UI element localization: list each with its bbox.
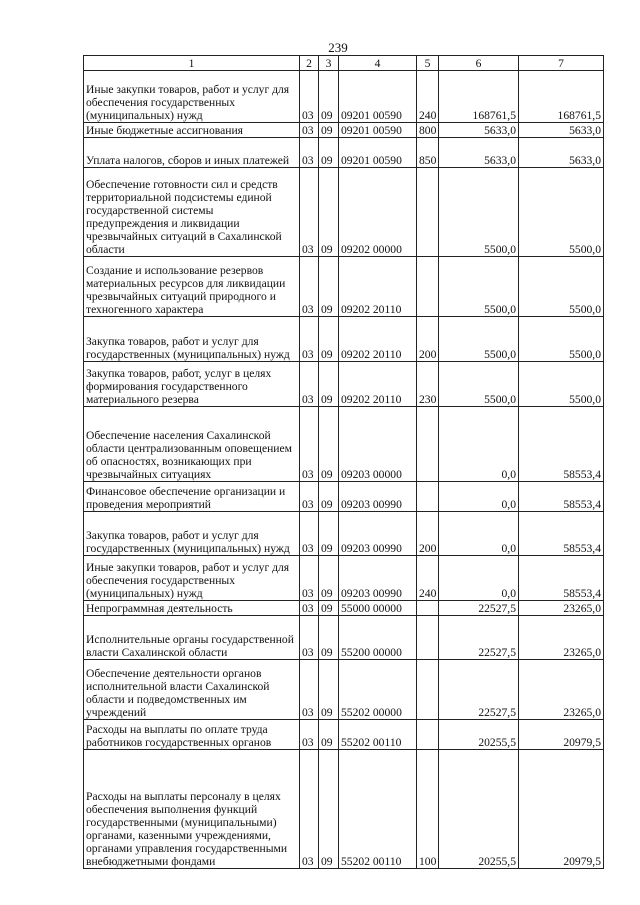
row-name: Финансовое обеспечение организации и проведения мероприятий (84, 482, 300, 512)
expense-type-code (417, 616, 439, 660)
table-row (84, 71, 604, 123)
expense-type-code (417, 720, 439, 750)
column-header: 1 (84, 56, 300, 71)
row-name: Создание и использование резервов материальных ресурсов для ликвидации чрезвычайных ситуаций природного и техногенного характера (84, 257, 300, 317)
budget-table (83, 55, 604, 869)
target-article-code: 09203 00990 (339, 512, 417, 556)
amount-col6: 22527,5 (439, 616, 519, 660)
amount-col6: 5500,0 (439, 168, 519, 257)
section-code: 03 (300, 482, 319, 512)
expense-type-code: 800 (417, 123, 439, 138)
amount-col7: 5633,0 (519, 138, 604, 168)
amount-col6: 0,0 (439, 512, 519, 556)
table-row (84, 168, 604, 257)
amount-col7: 5500,0 (519, 362, 604, 407)
amount-col6: 5500,0 (439, 362, 519, 407)
subsection-code: 09 (319, 168, 339, 257)
amount-col6: 168761,5 (439, 71, 519, 123)
subsection-code: 09 (319, 482, 339, 512)
expense-type-code: 240 (417, 556, 439, 601)
subsection-code: 09 (319, 616, 339, 660)
amount-col7: 58553,4 (519, 407, 604, 482)
table-row (84, 362, 604, 407)
subsection-code: 09 (319, 660, 339, 720)
target-article-code: 09203 00000 (339, 407, 417, 482)
expense-type-code: 200 (417, 512, 439, 556)
expense-type-code: 100 (417, 750, 439, 869)
row-name: Обеспечение готовности сил и средств территориальной подсистемы единой государственной системы предупреждения и ликвидации чрезвычайных ситуаций в Сахалинской области (84, 168, 300, 257)
expense-type-code (417, 660, 439, 720)
table-row (84, 123, 604, 138)
row-name: Расходы на выплаты по оплате труда работников государственных органов (84, 720, 300, 750)
target-article-code: 09201 00590 (339, 138, 417, 168)
subsection-code: 09 (319, 556, 339, 601)
section-code: 03 (300, 138, 319, 168)
amount-col6: 5633,0 (439, 123, 519, 138)
row-name: Иные бюджетные ассигнования (84, 123, 300, 138)
section-code: 03 (300, 123, 319, 138)
amount-col7: 5633,0 (519, 123, 604, 138)
table-row (84, 660, 604, 720)
subsection-code: 09 (319, 257, 339, 317)
amount-col6: 20255,5 (439, 720, 519, 750)
amount-col7: 23265,0 (519, 660, 604, 720)
amount-col7: 168761,5 (519, 71, 604, 123)
target-article-code: 09203 00990 (339, 556, 417, 601)
amount-col7: 5500,0 (519, 257, 604, 317)
row-name: Закупка товаров, работ и услуг для государственных (муниципальных) нужд (84, 317, 300, 362)
subsection-code: 09 (319, 123, 339, 138)
section-code: 03 (300, 616, 319, 660)
section-code: 03 (300, 660, 319, 720)
column-header: 4 (339, 56, 417, 71)
row-name: Закупка товаров, работ и услуг для государственных (муниципальных) нужд (84, 512, 300, 556)
table-row (84, 257, 604, 317)
table-row (84, 750, 604, 869)
section-code: 03 (300, 317, 319, 362)
expense-type-code: 200 (417, 317, 439, 362)
amount-col6: 22527,5 (439, 660, 519, 720)
column-header: 3 (319, 56, 339, 71)
section-code: 03 (300, 720, 319, 750)
table-row (84, 317, 604, 362)
column-header: 2 (300, 56, 319, 71)
subsection-code: 09 (319, 512, 339, 556)
subsection-code: 09 (319, 138, 339, 168)
section-code: 03 (300, 168, 319, 257)
section-code: 03 (300, 257, 319, 317)
subsection-code: 09 (319, 71, 339, 123)
row-name: Исполнительные органы государственной власти Сахалинской области (84, 616, 300, 660)
amount-col7: 23265,0 (519, 601, 604, 616)
amount-col6: 20255,5 (439, 750, 519, 869)
subsection-code: 09 (319, 362, 339, 407)
amount-col7: 5500,0 (519, 168, 604, 257)
amount-col7: 20979,5 (519, 720, 604, 750)
table-row (84, 138, 604, 168)
table-row (84, 407, 604, 482)
row-name: Иные закупки товаров, работ и услуг для обеспечения государственных (муниципальных) нужд (84, 71, 300, 123)
target-article-code: 09203 00990 (339, 482, 417, 512)
amount-col7: 23265,0 (519, 616, 604, 660)
amount-col6: 0,0 (439, 482, 519, 512)
section-code: 03 (300, 71, 319, 123)
target-article-code: 09201 00590 (339, 123, 417, 138)
subsection-code: 09 (319, 317, 339, 362)
column-header: 5 (417, 56, 439, 71)
expense-type-code (417, 482, 439, 512)
target-article-code: 09202 20110 (339, 317, 417, 362)
amount-col7: 5500,0 (519, 317, 604, 362)
expense-type-code: 240 (417, 71, 439, 123)
target-article-code: 55202 00000 (339, 660, 417, 720)
table-row (84, 556, 604, 601)
amount-col6: 0,0 (439, 556, 519, 601)
expense-type-code (417, 601, 439, 616)
section-code: 03 (300, 362, 319, 407)
amount-col6: 5500,0 (439, 257, 519, 317)
expense-type-code: 850 (417, 138, 439, 168)
row-name: Обеспечение населения Сахалинской области централизованным оповещением об опасностях, возникающих при чрезвычайных ситуациях (84, 407, 300, 482)
section-code: 03 (300, 512, 319, 556)
amount-col7: 58553,4 (519, 512, 604, 556)
target-article-code: 55000 00000 (339, 601, 417, 616)
column-header: 7 (519, 56, 604, 71)
amount-col7: 20979,5 (519, 750, 604, 869)
table-row (84, 616, 604, 660)
table-header-row (84, 56, 604, 71)
target-article-code: 55200 00000 (339, 616, 417, 660)
subsection-code: 09 (319, 720, 339, 750)
amount-col6: 22527,5 (439, 601, 519, 616)
row-name: Иные закупки товаров, работ и услуг для обеспечения государственных (муниципальных) нужд (84, 556, 300, 601)
target-article-code: 09202 20110 (339, 362, 417, 407)
row-name: Уплата налогов, сборов и иных платежей (84, 138, 300, 168)
section-code: 03 (300, 556, 319, 601)
target-article-code: 55202 00110 (339, 750, 417, 869)
subsection-code: 09 (319, 750, 339, 869)
page-number: 239 (328, 40, 348, 55)
row-name: Расходы на выплаты персоналу в целях обеспечения выполнения функций государственными (муниципальными) органами, казенными учреждениями, органами управления государственными внебюджетными фондами (84, 750, 300, 869)
section-code: 03 (300, 601, 319, 616)
section-code: 03 (300, 750, 319, 869)
row-name: Закупка товаров, работ, услуг в целях формирования государственного материального резерва (84, 362, 300, 407)
amount-col7: 58553,4 (519, 556, 604, 601)
expense-type-code (417, 407, 439, 482)
amount-col6: 0,0 (439, 407, 519, 482)
target-article-code: 09201 00590 (339, 71, 417, 123)
column-header: 6 (439, 56, 519, 71)
table-row (84, 512, 604, 556)
amount-col6: 5633,0 (439, 138, 519, 168)
expense-type-code (417, 168, 439, 257)
amount-col6: 5500,0 (439, 317, 519, 362)
row-name: Обеспечение деятельности органов исполнительной власти Сахалинской области и подведомственных им учреждений (84, 660, 300, 720)
table-row (84, 482, 604, 512)
table-row (84, 601, 604, 616)
section-code: 03 (300, 407, 319, 482)
expense-type-code: 230 (417, 362, 439, 407)
table-row (84, 720, 604, 750)
target-article-code: 09202 20110 (339, 257, 417, 317)
subsection-code: 09 (319, 407, 339, 482)
target-article-code: 55202 00110 (339, 720, 417, 750)
amount-col7: 58553,4 (519, 482, 604, 512)
expense-type-code (417, 257, 439, 317)
target-article-code: 09202 00000 (339, 168, 417, 257)
row-name: Непрограммная деятельность (84, 601, 300, 616)
subsection-code: 09 (319, 601, 339, 616)
